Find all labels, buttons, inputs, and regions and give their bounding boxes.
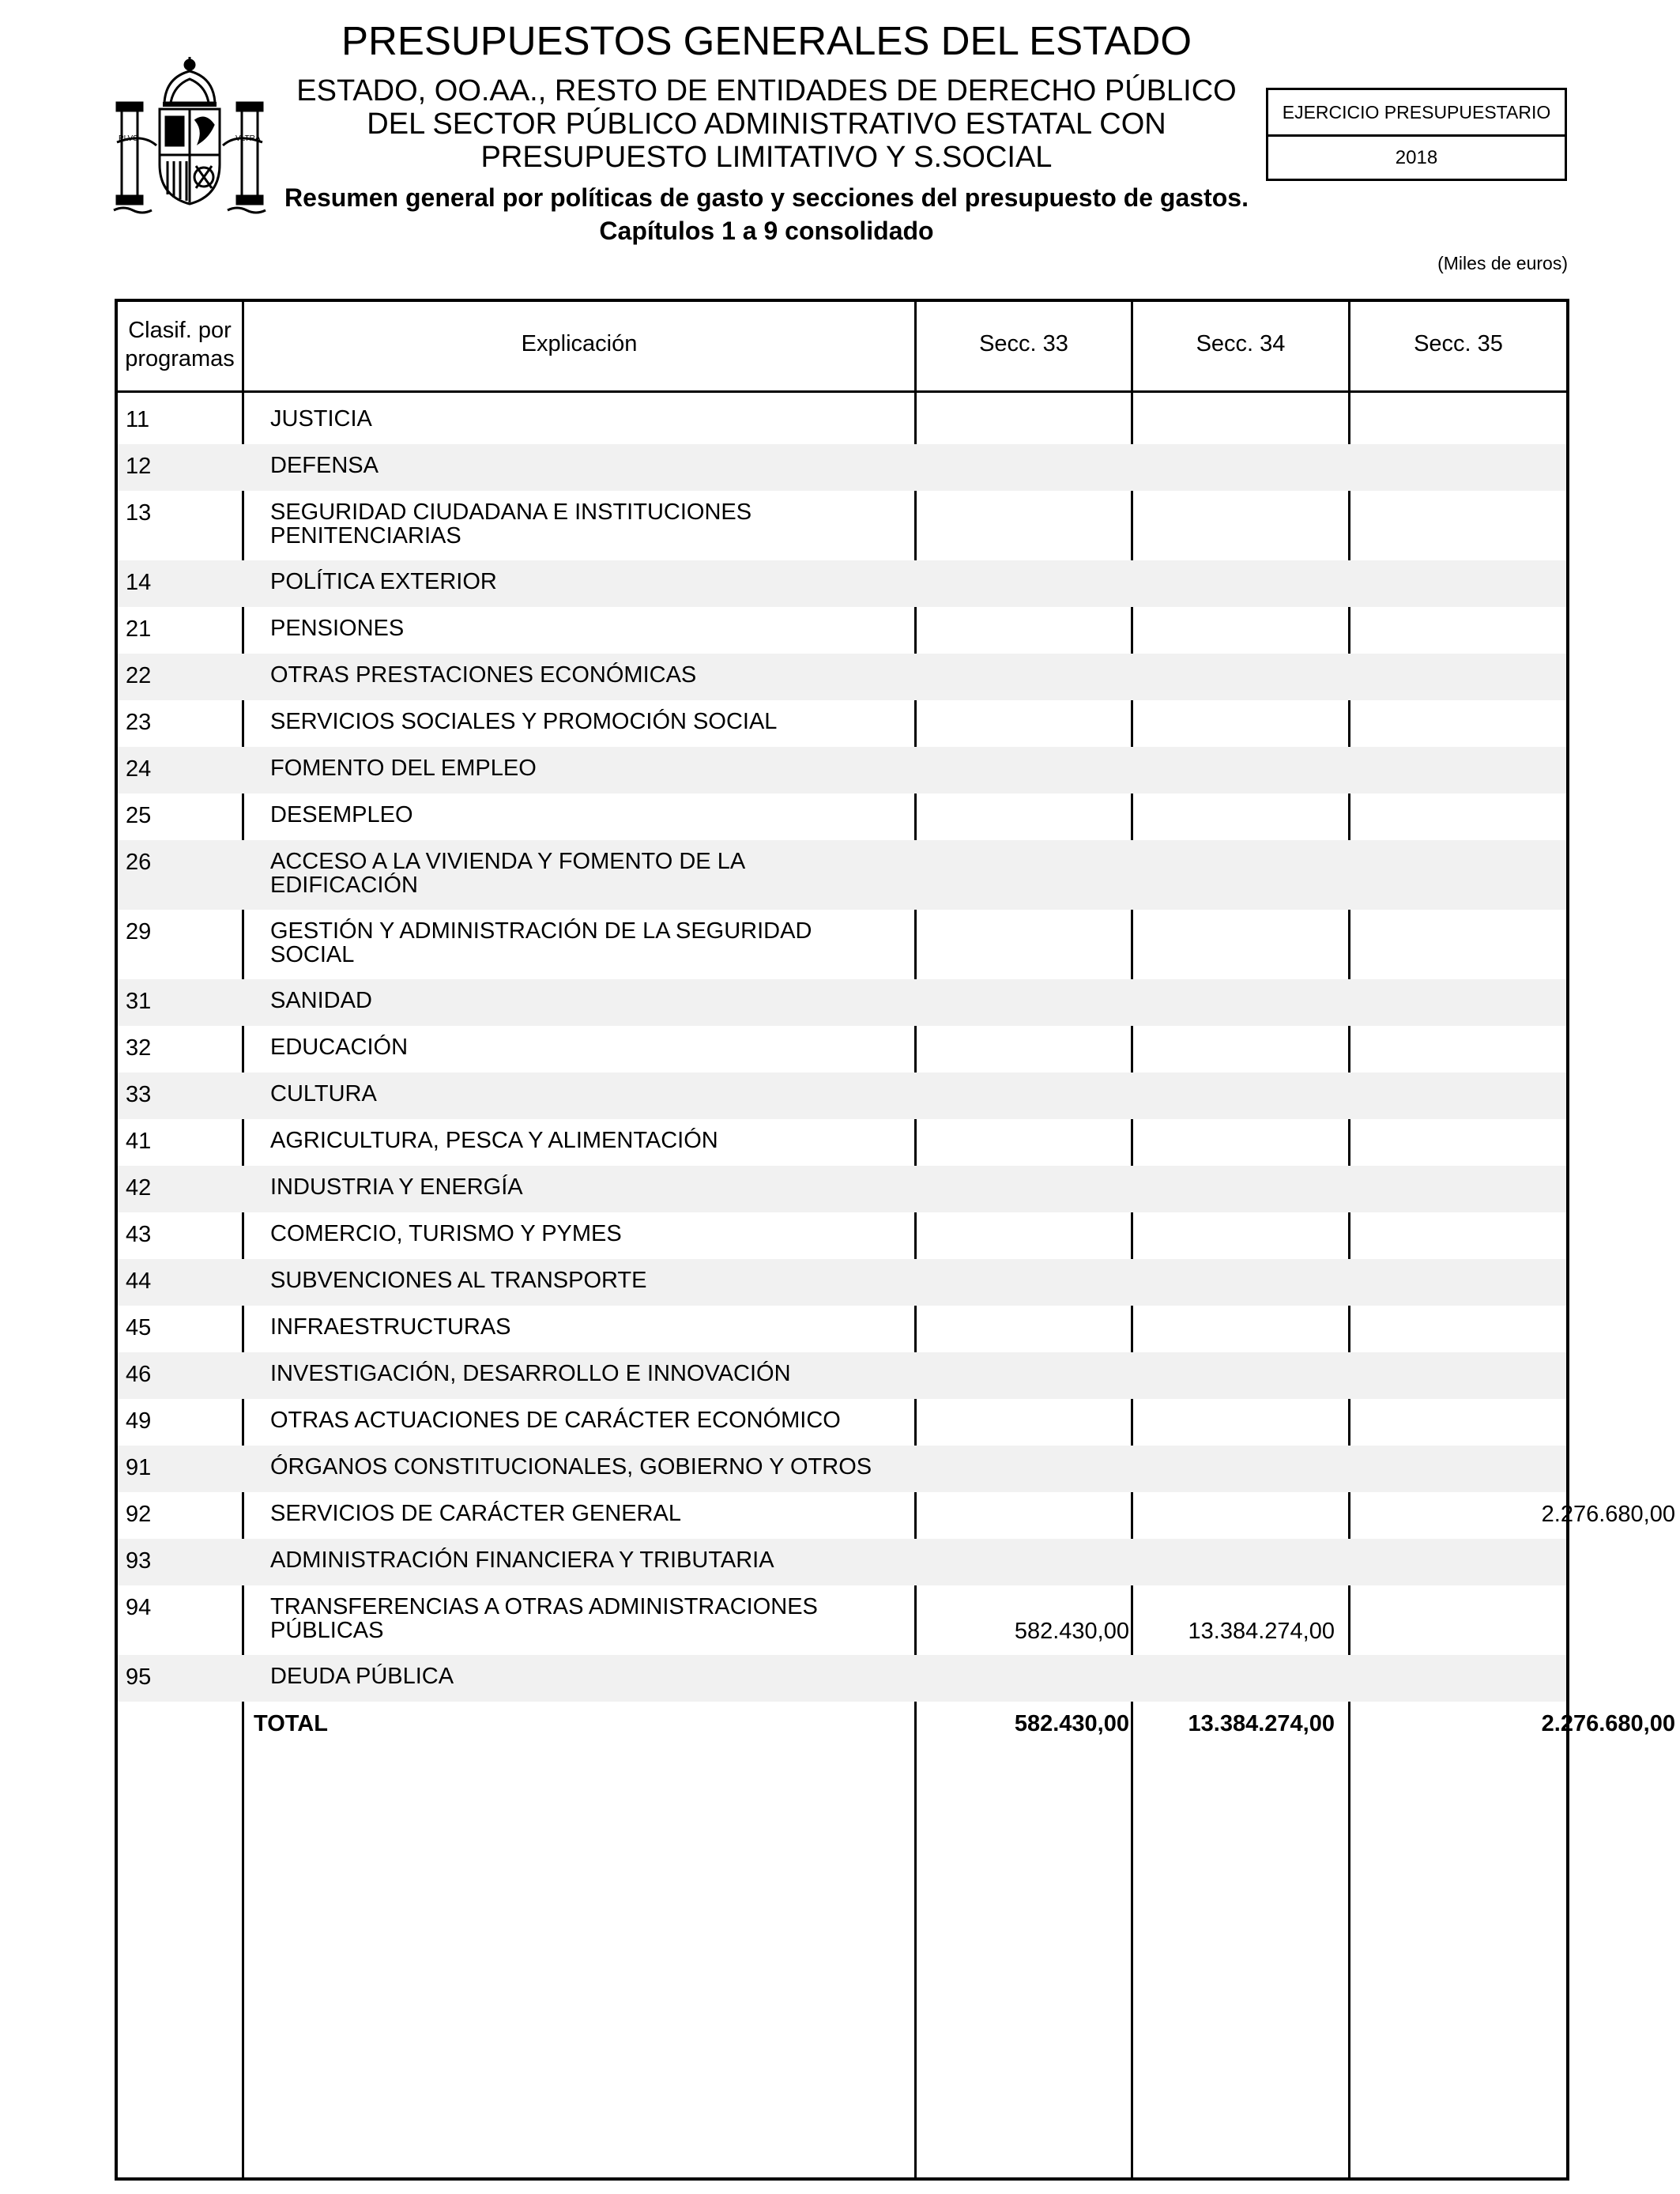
row-code: 32 xyxy=(126,1035,152,1061)
row-explicacion xyxy=(270,570,497,594)
row-code: 23 xyxy=(126,710,152,735)
row-explicacion-line: ÓRGANOS CONSTITUCIONALES, GOBIERNO Y OTROS xyxy=(270,1454,872,1480)
row-explicacion xyxy=(270,1035,408,1059)
ejercicio-box xyxy=(1266,88,1567,181)
header-divider xyxy=(115,390,1569,393)
row-code: 24 xyxy=(126,756,152,782)
row-explicacion xyxy=(270,803,413,827)
units-note: (Miles de euros) xyxy=(1437,253,1568,273)
row-secc35-value: 2.276.680,00 xyxy=(1541,1502,1675,1527)
row-explicacion xyxy=(270,1315,511,1339)
row-code: 29 xyxy=(126,919,152,944)
table-row xyxy=(118,607,1566,654)
subtitle-line-3: PRESUPUESTO LIMITATIVO Y S.SOCIAL xyxy=(480,141,1053,174)
seal-motto-left: PLVS xyxy=(119,134,138,143)
row-explicacion xyxy=(270,454,379,477)
row-explicacion-line: SERVICIOS SOCIALES Y PROMOCIÓN SOCIAL xyxy=(270,709,778,734)
row-explicacion xyxy=(270,616,404,640)
row-explicacion xyxy=(270,756,537,780)
row-code: 49 xyxy=(126,1408,152,1434)
row-code: 94 xyxy=(126,1595,152,1620)
row-explicacion-line: SOCIAL xyxy=(270,942,355,967)
row-explicacion xyxy=(270,710,777,733)
ejercicio-value: 2018 xyxy=(1395,147,1438,168)
row-code: 25 xyxy=(126,803,152,828)
table-row xyxy=(118,794,1566,840)
col-header-clasif-line1: Clasif. por xyxy=(128,318,232,343)
row-explicacion-line: TRANSFERENCIAS A OTRAS ADMINISTRACIONES xyxy=(270,1594,818,1619)
col-header-secc33: Secc. 33 xyxy=(979,331,1068,356)
row-explicacion-line: EDUCACIÓN xyxy=(270,1035,409,1060)
row-explicacion-line: OTRAS ACTUACIONES DE CARÁCTER ECONÓMICO xyxy=(270,1408,841,1433)
table-row xyxy=(118,398,1566,444)
row-explicacion-line: ACCESO A LA VIVIENDA Y FOMENTO DE LA xyxy=(270,849,746,874)
row-explicacion xyxy=(270,1129,718,1152)
row-explicacion-line: AGRICULTURA, PESCA Y ALIMENTACIÓN xyxy=(270,1128,718,1153)
table-row xyxy=(118,700,1566,747)
row-explicacion-line: ADMINISTRACIÓN FINANCIERA Y TRIBUTARIA xyxy=(270,1547,774,1573)
row-code: 46 xyxy=(126,1362,152,1387)
row-explicacion-line: PENSIONES xyxy=(270,616,405,641)
row-explicacion-line: POLÍTICA EXTERIOR xyxy=(270,569,497,594)
table-row xyxy=(118,1072,1566,1119)
table-row xyxy=(118,1539,1566,1585)
row-code: 13 xyxy=(126,500,152,526)
table-row xyxy=(118,444,1566,491)
row-explicacion xyxy=(270,1502,681,1525)
row-explicacion-line: DEFENSA xyxy=(270,453,379,478)
row-explicacion-line: PENITENCIARIAS xyxy=(270,523,461,548)
total-label: TOTAL xyxy=(254,1711,328,1736)
table-row xyxy=(118,1492,1675,1539)
row-explicacion-line: SUBVENCIONES AL TRANSPORTE xyxy=(270,1268,647,1293)
row-code: 92 xyxy=(126,1502,152,1527)
row-explicacion-line: GESTIÓN Y ADMINISTRACIÓN DE LA SEGURIDAD xyxy=(270,918,812,944)
row-explicacion-line: CULTURA xyxy=(270,1081,377,1106)
row-explicacion xyxy=(270,1455,872,1479)
table-row xyxy=(118,1352,1566,1399)
description-line-2: Capítulos 1 a 9 consolidado xyxy=(599,217,934,245)
row-explicacion xyxy=(270,1548,774,1572)
total-secc34: 13.384.274,00 xyxy=(1188,1711,1335,1736)
row-code: 93 xyxy=(126,1548,152,1574)
row-explicacion-line: FOMENTO DEL EMPLEO xyxy=(270,756,537,781)
seal-motto-right: VLTRA xyxy=(235,134,261,143)
description-line-1: Resumen general por políticas de gasto y secciones del presupuesto de gastos. xyxy=(284,183,1249,212)
table-row xyxy=(118,1585,1566,1655)
total-row xyxy=(118,1702,1675,1748)
row-explicacion xyxy=(270,1222,622,1246)
row-explicacion xyxy=(270,663,696,687)
row-explicacion xyxy=(270,919,812,967)
row-explicacion xyxy=(270,500,751,548)
row-explicacion-line: INDUSTRIA Y ENERGÍA xyxy=(270,1174,523,1200)
row-code: 95 xyxy=(126,1664,152,1690)
total-secc33: 582.430,00 xyxy=(1014,1711,1129,1736)
table-row xyxy=(118,1119,1566,1166)
col-header-explicacion: Explicación xyxy=(521,331,638,356)
row-secc33-value: 582.430,00 xyxy=(1014,1619,1129,1644)
subtitle-line-1: ESTADO, OO.AA., RESTO DE ENTIDADES DE DERECHO PÚBLICO xyxy=(296,74,1237,107)
row-explicacion-line: SERVICIOS DE CARÁCTER GENERAL xyxy=(270,1501,681,1526)
col-header-clasif-line2: programas xyxy=(125,346,235,371)
row-explicacion xyxy=(270,1595,818,1642)
row-explicacion-line: SEGURIDAD CIUDADANA E INSTITUCIONES xyxy=(270,499,752,525)
row-secc34-value: 13.384.274,00 xyxy=(1188,1619,1335,1644)
table-row xyxy=(118,560,1566,607)
row-explicacion-line: PÚBLICAS xyxy=(270,1618,384,1643)
table-row xyxy=(118,1026,1566,1072)
row-explicacion-line: COMERCIO, TURISMO Y PYMES xyxy=(270,1221,622,1246)
row-explicacion xyxy=(270,1664,454,1688)
table-row xyxy=(118,747,1566,794)
row-explicacion-line: INVESTIGACIÓN, DESARROLLO E INNOVACIÓN xyxy=(270,1361,791,1386)
table-row xyxy=(118,1166,1566,1212)
table-row xyxy=(118,1306,1566,1352)
table-row xyxy=(118,979,1566,1026)
row-code: 14 xyxy=(126,570,152,595)
row-explicacion xyxy=(270,1269,647,1292)
row-code: 12 xyxy=(126,454,152,479)
row-explicacion xyxy=(270,1175,523,1199)
table-row xyxy=(118,1655,1566,1702)
row-explicacion-line: EDIFICACIÓN xyxy=(270,873,418,898)
row-explicacion xyxy=(270,407,372,431)
row-code: 31 xyxy=(126,989,152,1014)
row-explicacion xyxy=(270,1082,377,1106)
col-header-secc35: Secc. 35 xyxy=(1414,331,1503,356)
row-explicacion-line: DESEMPLEO xyxy=(270,802,413,827)
subtitle-line-2: DEL SECTOR PÚBLICO ADMINISTRATIVO ESTATAL CON xyxy=(367,107,1166,141)
row-explicacion-line: DEUDA PÚBLICA xyxy=(270,1664,454,1689)
table-row xyxy=(118,1446,1566,1492)
row-code: 21 xyxy=(126,616,152,642)
table-row xyxy=(118,840,1566,910)
table-row xyxy=(118,1212,1566,1259)
row-code: 11 xyxy=(126,407,150,432)
table-row xyxy=(118,654,1566,700)
col-header-secc34: Secc. 34 xyxy=(1196,331,1286,356)
row-code: 42 xyxy=(126,1175,152,1201)
table-row xyxy=(118,1399,1566,1446)
page-title: PRESUPUESTOS GENERALES DEL ESTADO xyxy=(341,18,1192,63)
row-code: 26 xyxy=(126,850,152,875)
row-code: 45 xyxy=(126,1315,152,1340)
row-code: 43 xyxy=(126,1222,152,1247)
row-explicacion-line: INFRAESTRUCTURAS xyxy=(270,1314,511,1340)
row-explicacion xyxy=(270,1408,841,1432)
table-row xyxy=(118,910,1566,979)
row-code: 44 xyxy=(126,1269,152,1294)
row-explicacion xyxy=(270,850,745,897)
row-explicacion-line: JUSTICIA xyxy=(270,406,372,432)
total-secc35: 2.276.680,00 xyxy=(1541,1711,1675,1736)
row-code: 33 xyxy=(126,1082,152,1107)
row-code: 22 xyxy=(126,663,152,688)
col-header-clasif xyxy=(118,316,242,373)
row-explicacion-line: SANIDAD xyxy=(270,988,372,1013)
row-explicacion xyxy=(270,989,372,1012)
ejercicio-label: EJERCICIO PRESUPUESTARIO xyxy=(1268,90,1565,137)
row-explicacion-line: OTRAS PRESTACIONES ECONÓMICAS xyxy=(270,662,697,688)
table-row xyxy=(118,1259,1566,1306)
row-code: 41 xyxy=(126,1129,152,1154)
row-explicacion xyxy=(270,1362,791,1385)
row-code: 91 xyxy=(126,1455,152,1480)
table-row xyxy=(118,491,1566,560)
